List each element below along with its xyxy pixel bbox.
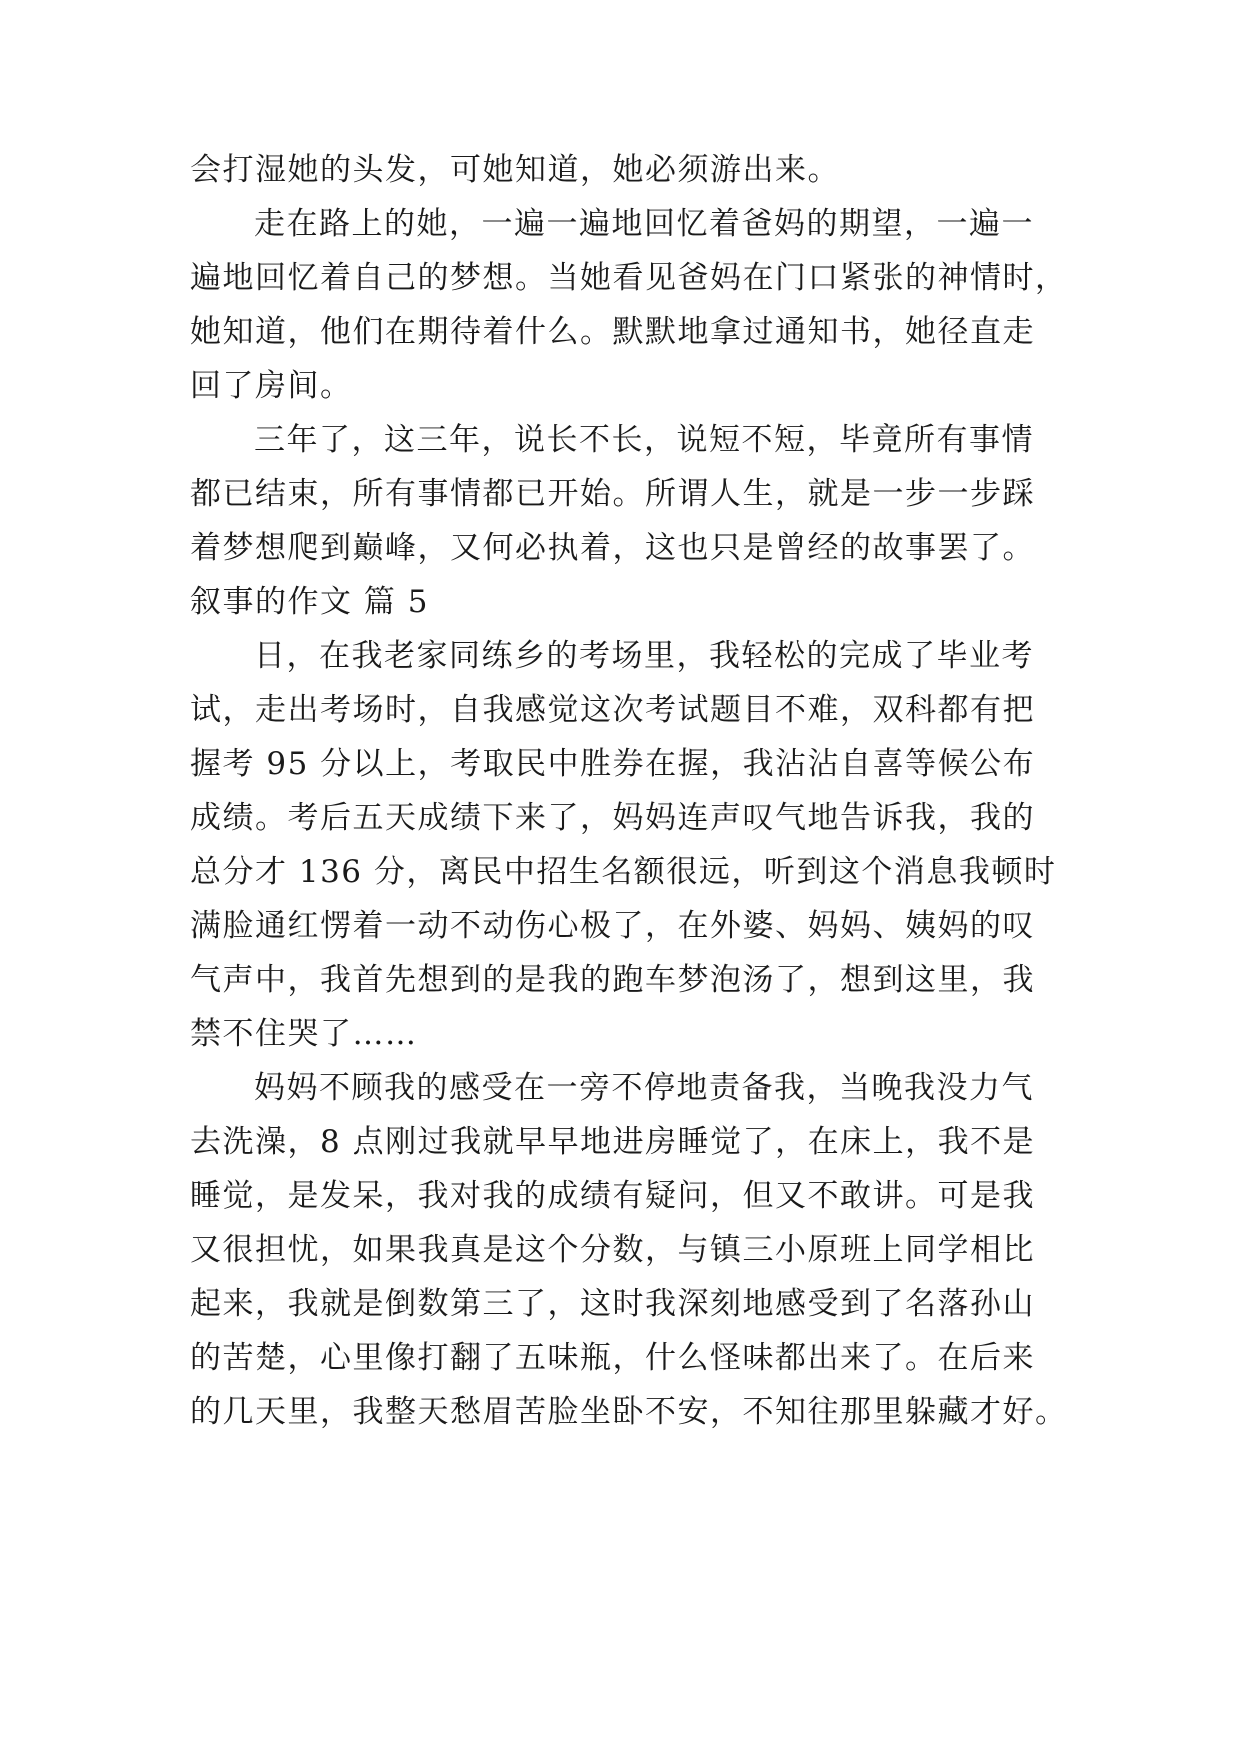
text-line: 都已结束，所有事情都已开始。所谓人生，就是一步一步踩 — [190, 476, 1035, 512]
text-line: 试，走出考场时，自我感觉这次考试题目不难，双科都有把 — [190, 692, 1035, 728]
text-line: 的苦楚，心里像打翻了五味瓶，什么怪味都出来了。在后来 — [190, 1340, 1035, 1376]
text-line: 气声中，我首先想到的是我的跑车梦泡汤了，想到这里，我 — [190, 962, 1035, 998]
text-line: 去洗澡，8 点刚过我就早早地进房睡觉了，在床上，我不是 — [190, 1124, 1036, 1160]
text-line: 满脸通红愣着一动不动伤心极了，在外婆、妈妈、姨妈的叹 — [190, 908, 1035, 944]
text-line: 回了房间。 — [190, 368, 353, 404]
text-line: 起来，我就是倒数第三了，这时我深刻地感受到了名落孙山 — [190, 1286, 1035, 1322]
text-line: 走在路上的她，一遍一遍地回忆着爸妈的期望，一遍一 — [254, 206, 1034, 242]
text-line: 成绩。考后五天成绩下来了，妈妈连声叹气地告诉我，我的 — [190, 800, 1035, 836]
text-line: 日，在我老家同练乡的考场里，我轻松的完成了毕业考 — [254, 638, 1034, 674]
text-line: 妈妈不顾我的感受在一旁不停地责备我，当晚我没力气 — [254, 1070, 1034, 1106]
text-line: 睡觉，是发呆，我对我的成绩有疑问，但又不敢讲。可是我 — [190, 1178, 1035, 1214]
text-line: 她知道，他们在期待着什么。默默地拿过通知书，她径直走 — [190, 314, 1035, 350]
text-line: 三年了，这三年，说长不长，说短不短，毕竟所有事情 — [254, 422, 1034, 458]
text-line: 会打湿她的头发，可她知道，她必须游出来。 — [190, 152, 840, 188]
text-line: 禁不住哭了…… — [190, 1016, 418, 1052]
text-line: 遍地回忆着自己的梦想。当她看见爸妈在门口紧张的神情时， — [190, 260, 1068, 296]
text-line: 着梦想爬到巅峰，又何必执着，这也只是曾经的故事罢了。 — [190, 530, 1035, 566]
section-heading: 叙事的作文 篇 5 — [190, 584, 429, 620]
text-line: 握考 95 分以上，考取民中胜券在握，我沾沾自喜等候公布 — [190, 746, 1036, 782]
text-line: 的几天里，我整天愁眉苦脸坐卧不安，不知往那里躲藏才好。 — [190, 1394, 1068, 1430]
text-line: 又很担忧，如果我真是这个分数，与镇三小原班上同学相比 — [190, 1232, 1035, 1268]
text-line: 总分才 136 分，离民中招生名额很远，听到这个消息我顿时 — [190, 854, 1057, 890]
